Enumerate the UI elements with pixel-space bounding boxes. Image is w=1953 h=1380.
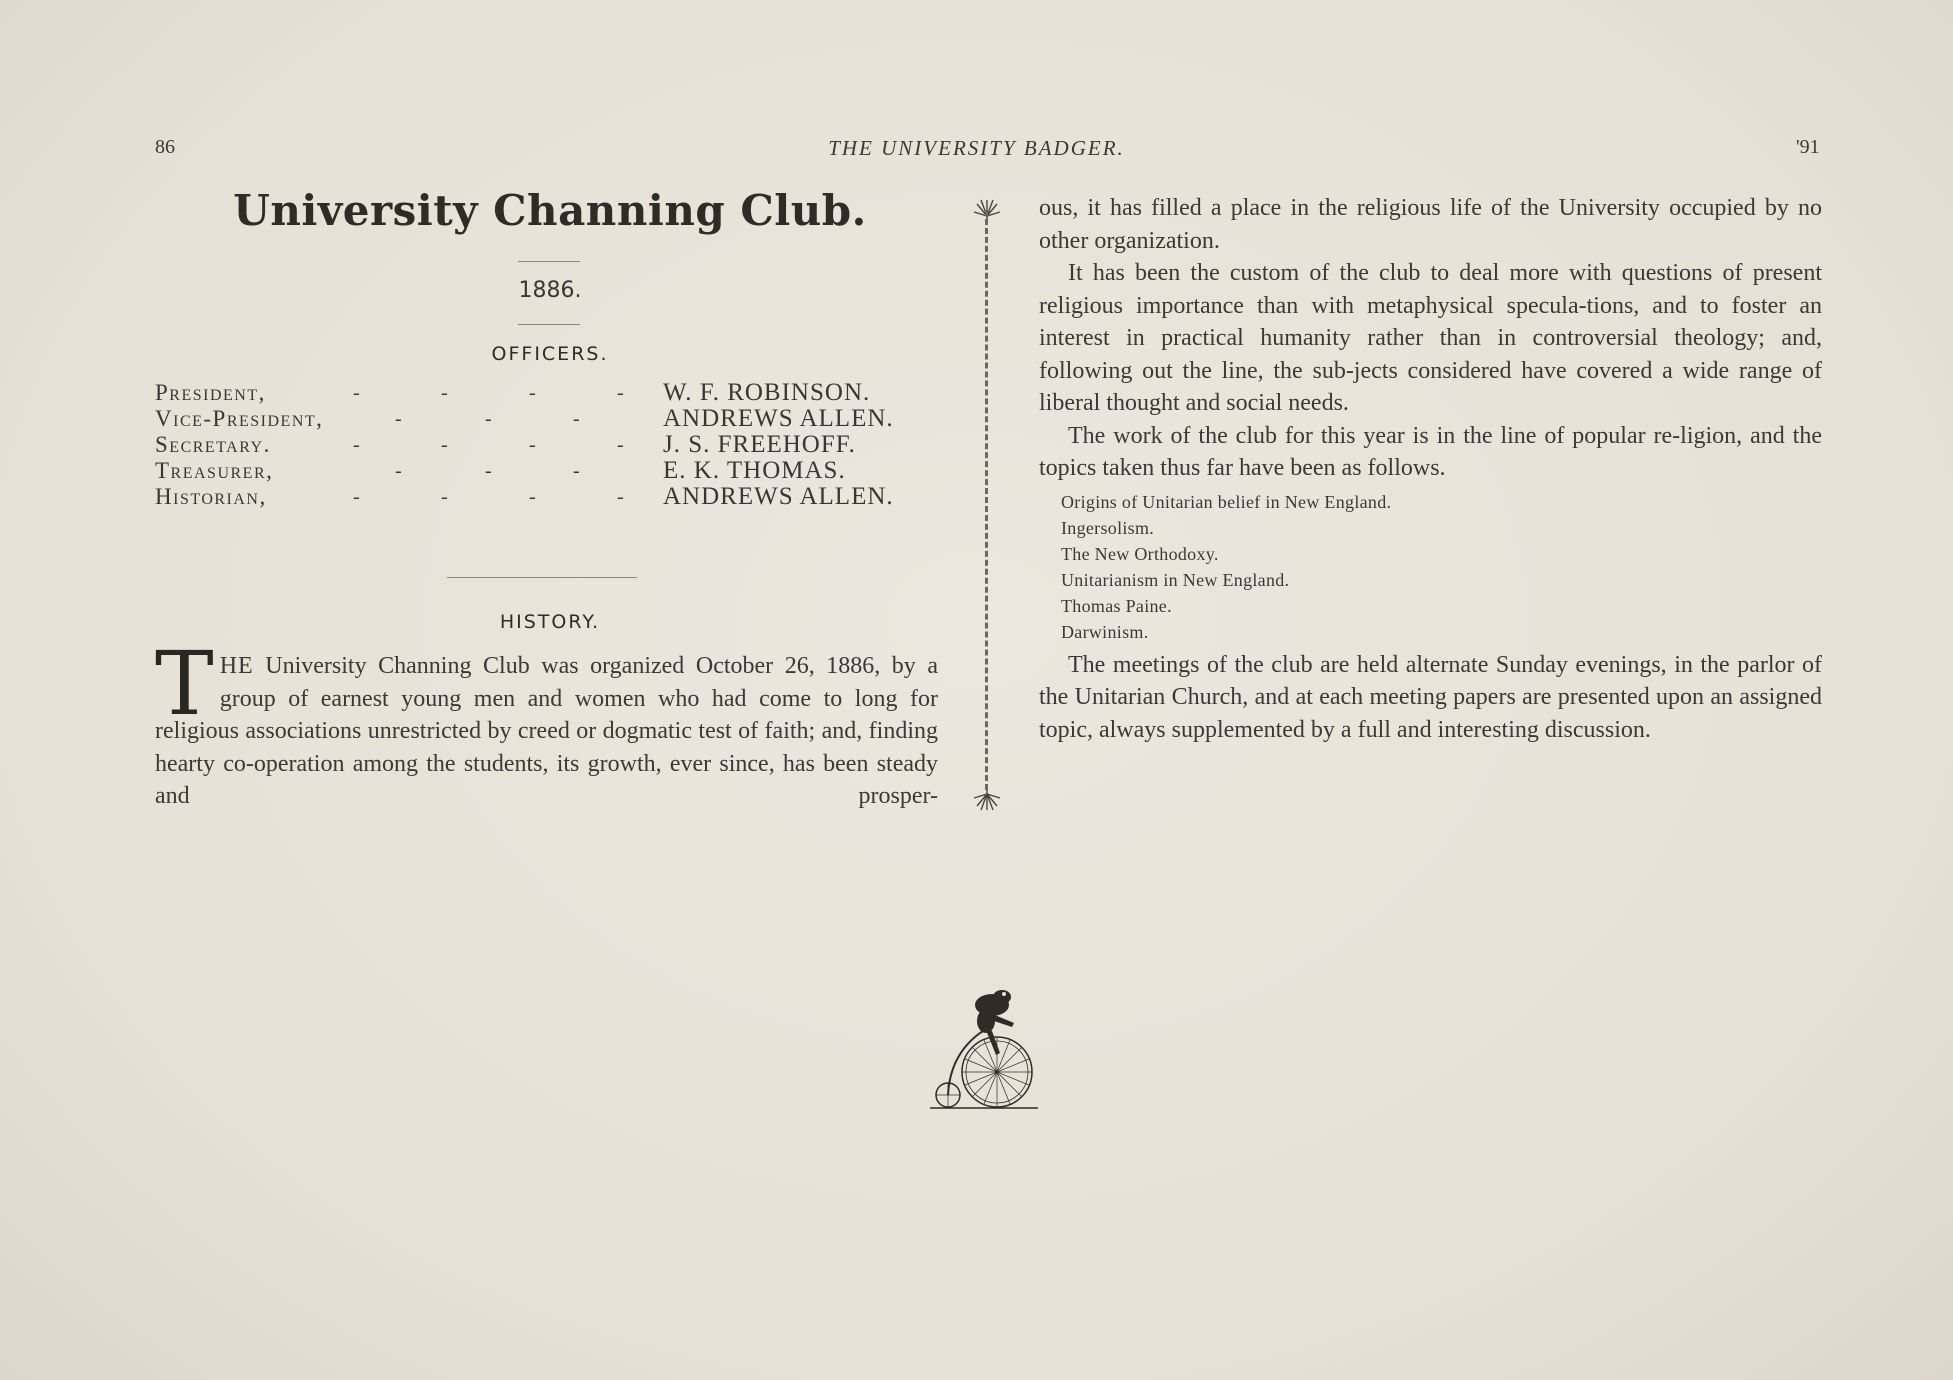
column-divider (985, 210, 988, 790)
club-year: 1886. (518, 278, 582, 303)
title-rule (518, 261, 580, 262)
year-rule (518, 324, 580, 325)
club-title: University Channing Club. (233, 186, 867, 235)
history-paragraph (155, 632, 939, 813)
officer-name: J. S. FREEHOFF. (663, 431, 856, 458)
officer-name: ANDREWS ALLEN. (663, 483, 894, 510)
officer-row: Treasurer, - - - E. K. THOMAS. (155, 457, 846, 484)
class-year: '91 (1796, 136, 1820, 158)
officer-title: Secretary. (155, 432, 271, 457)
officers-list (155, 380, 945, 510)
list-item: Thomas Paine. (1061, 595, 1172, 616)
section-rule (447, 577, 637, 578)
history-paragraph-2: It has been the custom of the club to deal more with questions of present religious importance than with metaphysical specula-tions, and to foster an interest in practical humanity rather than in controversial theology; and, following out the line, the sub-jects considered have covered a wide range of liberal thought and social needs. (1039, 260, 1822, 416)
list-item: The New Orthodoxy. (1061, 543, 1219, 564)
officer-row: President, - - - - W. F. ROBINSON. (155, 379, 871, 406)
topics-list (1061, 489, 1822, 645)
right-column (1039, 192, 1822, 746)
officer-title: Treasurer, (155, 458, 274, 483)
list-item: Ingersolism. (1061, 517, 1155, 538)
history-first-word: HE (219, 653, 254, 679)
officer-row: Secretary. - - - - J. S. FREEHOFF. (155, 431, 856, 458)
drop-cap: T (155, 632, 214, 735)
page-number: 86 (155, 136, 175, 158)
history-continued: ous, it has filled a place in the religious life of the University occupied by no other organization. (1039, 195, 1822, 254)
history-paragraph-3: The work of the club for this year is in the line of popular re-ligion, and the topics taken thus far have been as follows. (1039, 422, 1822, 481)
officer-name: W. F. ROBINSON. (663, 379, 871, 406)
running-title: THE UNIVERSITY BADGER. (828, 136, 1125, 160)
list-item: Unitarianism in New England. (1061, 569, 1290, 590)
list-item: Origins of Unitarian belief in New England. (1061, 491, 1392, 512)
frog-on-penny-farthing-icon (930, 975, 1040, 1115)
officer-title: Vice-President, (155, 406, 324, 431)
officers-heading: OFFICERS. (491, 343, 609, 365)
history-heading: HISTORY. (499, 611, 601, 633)
officer-title: Historian, (155, 484, 267, 509)
sunburst-ornament-icon (972, 790, 1002, 819)
officer-row: Vice-President, - - - ANDREWS ALLEN. (155, 405, 894, 432)
history-paragraph-4: The meetings of the club are held alternate Sunday evenings, in the parlor of the Unitarian Church, and at each meeting papers are presented upon an assigned topic, always supplemented by a full and interesting discussion. (1039, 651, 1822, 743)
list-item: Darwinism. (1061, 621, 1149, 642)
history-text: University Channing Club was organized October 26, 1886, by a group of earnest young men and women who had come to long for religious associations unrestricted by creed or dogmatic test of faith; and, finding hearty co-operation among the students, its growth, ever since, has been steady and prosper- (155, 653, 939, 809)
officer-row: Historian, - - - - ANDREWS ALLEN. (155, 483, 894, 510)
officer-title: President, (155, 380, 266, 405)
officer-name: ANDREWS ALLEN. (663, 405, 894, 432)
officer-name: E. K. THOMAS. (663, 457, 846, 484)
